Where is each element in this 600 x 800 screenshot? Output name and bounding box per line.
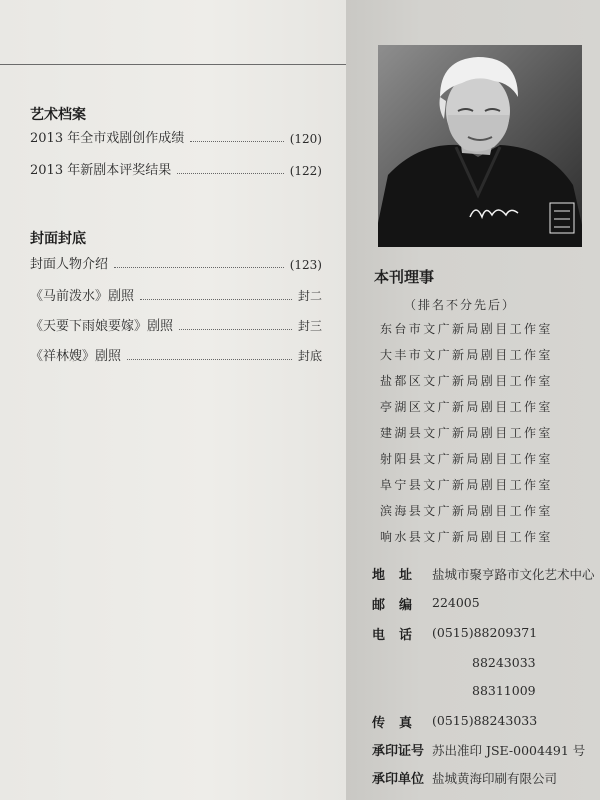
toc-leader-dots [179, 329, 292, 330]
toc-leader-dots [114, 267, 284, 268]
toc-entry-title: 《天要下雨娘要嫁》剧照 [30, 319, 174, 334]
board-member: 亭湖区文广新局剧目工作室 [380, 400, 553, 414]
toc-leader-dots [177, 173, 284, 174]
phone-value: 88311009 [472, 683, 536, 698]
toc-leader-dots [127, 359, 292, 360]
cover-person-photo [378, 45, 582, 247]
toc-leader-dots [140, 299, 292, 300]
board-note: （排名不分先后） [404, 298, 517, 312]
phone-label: 电话 [372, 628, 427, 643]
permit-value: 苏出准印 JSE-0004491 号 [432, 743, 586, 758]
fax-value: (0515)88243033 [432, 713, 538, 728]
section-heading-cover: 封面封底 [30, 231, 86, 247]
header-rule [0, 64, 346, 65]
board-member: 盐都区文广新局剧目工作室 [380, 374, 553, 388]
toc-entry-page: 封二 [297, 289, 322, 303]
board-member: 阜宁县文广新局剧目工作室 [380, 478, 553, 492]
printer-value: 盐城黄海印刷有限公司 [432, 771, 558, 786]
toc-entry[interactable] [30, 346, 322, 364]
fax-label: 传真 [372, 716, 427, 731]
board-member: 建湖县文广新局剧目工作室 [380, 426, 553, 440]
postcode-label: 邮编 [372, 598, 427, 613]
postcode-value: 224005 [432, 595, 480, 610]
board-member: 滨海县文广新局剧目工作室 [380, 504, 553, 518]
toc-entry-page: (120) [289, 132, 322, 146]
board-member: 射阳县文广新局剧目工作室 [380, 452, 553, 466]
toc-entry-page: (123) [289, 258, 322, 272]
phone-value: (0515)88209371 [432, 625, 538, 640]
toc-leader-dots [190, 141, 284, 142]
toc-entry-page: 封三 [297, 319, 322, 333]
toc-entry-title: 《祥林嫂》剧照 [30, 349, 122, 364]
toc-entry[interactable] [30, 128, 322, 146]
board-member: 响水县文广新局剧目工作室 [380, 530, 553, 544]
board-member: 东台市文广新局剧目工作室 [380, 322, 553, 336]
toc-entry-title: 2013 年全市戏剧创作成绩 [30, 131, 185, 146]
portrait-illustration [378, 45, 582, 247]
permit-label: 承印证号 [372, 744, 425, 759]
address-value: 盐城市聚亨路市文化艺术中心 [432, 567, 595, 582]
toc-entry[interactable] [30, 316, 322, 334]
phone-value: 88243033 [472, 655, 536, 670]
toc-entry-page: (122) [289, 164, 322, 178]
section-heading-archive: 艺术档案 [30, 107, 86, 123]
toc-entry-title: 2013 年新剧本评奖结果 [30, 163, 172, 178]
printer-label: 承印单位 [372, 772, 425, 787]
toc-entry[interactable] [30, 286, 322, 304]
toc-entry[interactable] [30, 160, 322, 178]
board-member: 大丰市文广新局剧目工作室 [380, 348, 553, 362]
toc-entry-page: 封底 [297, 349, 322, 363]
board-title: 本刊理事 [374, 268, 435, 286]
toc-entry-title: 《马前泼水》剧照 [30, 289, 135, 304]
address-label: 地址 [372, 568, 427, 583]
toc-entry[interactable] [30, 254, 322, 272]
toc-entry-title: 封面人物介绍 [30, 257, 109, 272]
